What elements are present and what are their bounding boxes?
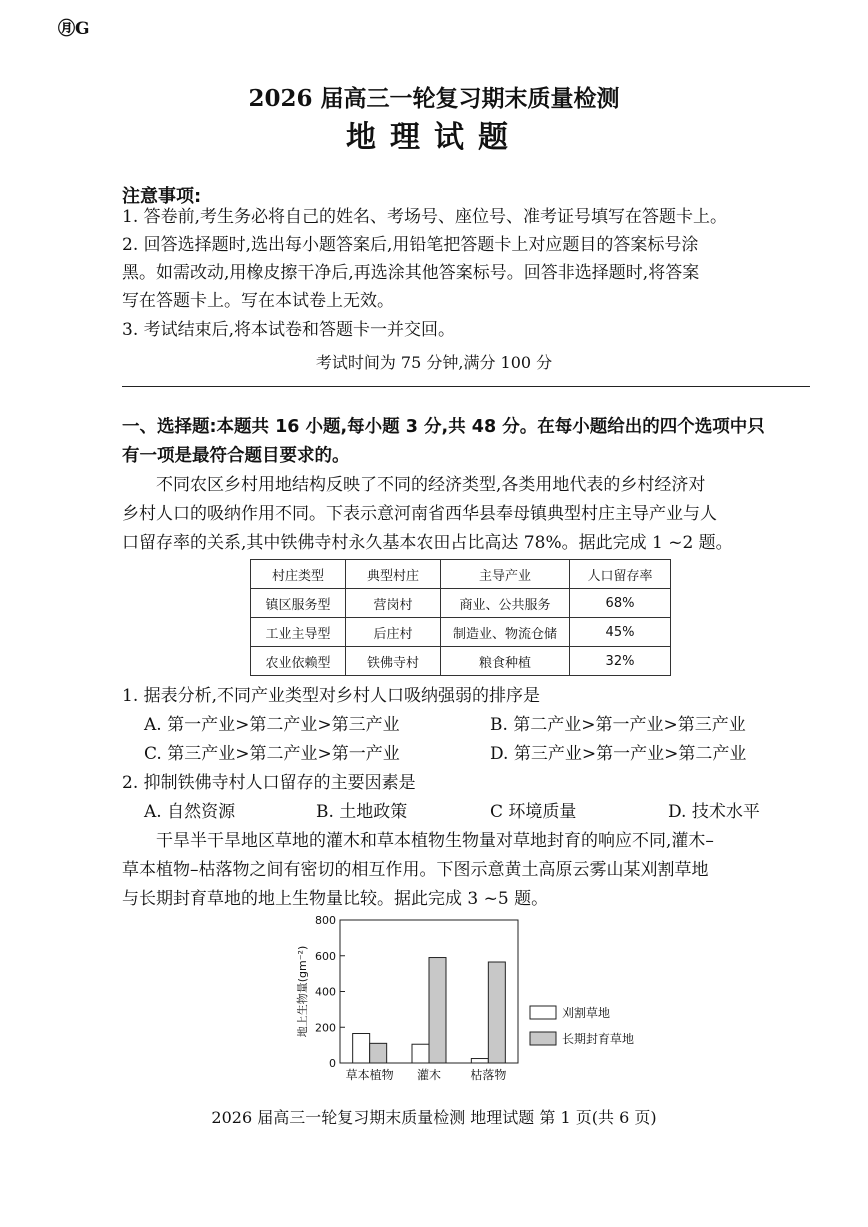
section-heading: 一、选择题:本题共 16 小题,每小题 3 分,共 48 分。在每小题给出的四个选项中只 bbox=[122, 417, 765, 437]
table-cell: 工业主导型 bbox=[251, 618, 346, 647]
bar bbox=[412, 1044, 429, 1063]
passage-line: 与长期封育草地的地上生物量比较。据此完成 3 ~5 题。 bbox=[122, 889, 549, 909]
bar bbox=[488, 962, 505, 1063]
q2-option-d: D. 技术水平 bbox=[668, 802, 760, 822]
table-cell: 农业依赖型 bbox=[251, 647, 346, 676]
notice-line: 2. 回答选择题时,选出每小题答案后,用铅笔把答题卡上对应题目的答案标号涂 bbox=[122, 235, 699, 255]
notice-line: 1. 答卷前,考生务必将自己的姓名、考场号、座位号、准考证号填写在答题卡上。 bbox=[122, 207, 728, 227]
table-cell: 制造业、物流仓储 bbox=[441, 618, 570, 647]
q1-option-b: B. 第二产业>第一产业>第三产业 bbox=[490, 715, 746, 735]
table-cell: 后庄村 bbox=[346, 618, 441, 647]
table-cell: 32% bbox=[570, 647, 671, 676]
y-tick-label: 600 bbox=[315, 949, 336, 963]
table-header: 村庄类型 bbox=[251, 560, 346, 589]
q1-option-d: D. 第三产业>第一产业>第二产业 bbox=[490, 744, 747, 764]
exam-title: 2026 届高三一轮复习期末质量检测 bbox=[248, 85, 620, 112]
table-header: 主导产业 bbox=[441, 560, 570, 589]
table-cell: 粮食种植 bbox=[441, 647, 570, 676]
bar bbox=[471, 1059, 488, 1063]
q1-option-a: A. 第一产业>第二产业>第三产业 bbox=[144, 715, 400, 735]
x-tick-label: 草本植物 bbox=[345, 1068, 394, 1082]
passage-line: 乡村人口的吸纳作用不同。下表示意河南省西华县奉母镇典型村庄主导产业与人 bbox=[122, 504, 717, 524]
passage-line: 口留存率的关系,其中铁佛寺村永久基本农田占比高达 78%。据此完成 1 ~2 题。 bbox=[122, 533, 733, 553]
legend-label: 长期封育草地 bbox=[562, 1032, 635, 1046]
legend-swatch bbox=[530, 1032, 556, 1045]
table-header-row bbox=[251, 560, 671, 589]
bar bbox=[370, 1043, 387, 1063]
y-axis-label: 地上生物量(gm⁻²) bbox=[296, 945, 309, 1038]
logo: ㊊G bbox=[58, 19, 90, 39]
table-cell: 营岗村 bbox=[346, 589, 441, 618]
y-tick-label: 0 bbox=[329, 1057, 336, 1070]
divider bbox=[122, 386, 810, 387]
exam-time: 考试时间为 75 分钟,满分 100 分 bbox=[315, 353, 553, 372]
notice-line: 写在答题卡上。写在本试卷上无效。 bbox=[122, 291, 394, 311]
q2-option-a: A. 自然资源 bbox=[144, 802, 236, 822]
table-header: 典型村庄 bbox=[346, 560, 441, 589]
q2-option-b: B. 土地政策 bbox=[316, 802, 408, 822]
table-row bbox=[251, 618, 671, 647]
table-cell: 商业、公共服务 bbox=[441, 589, 570, 618]
legend-swatch bbox=[530, 1006, 556, 1019]
table-cell: 68% bbox=[570, 589, 671, 618]
passage-line: 草本植物–枯落物之间有密切的相互作用。下图示意黄土高原云雾山某刈割草地 bbox=[122, 860, 709, 880]
table-header: 人口留存率 bbox=[570, 560, 671, 589]
page-footer: 2026 届高三一轮复习期末质量检测 地理试题 第 1 页(共 6 页) bbox=[211, 1108, 657, 1127]
table-row bbox=[251, 647, 671, 676]
notice-heading: 注意事项: bbox=[122, 186, 202, 207]
bar bbox=[353, 1034, 370, 1063]
passage-line: 不同农区乡村用地结构反映了不同的经济类型,各类用地代表的乡村经济对 bbox=[156, 475, 706, 495]
notice-line: 黑。如需改动,用橡皮擦干净后,再选涂其他答案标号。回答非选择题时,将答案 bbox=[122, 263, 700, 283]
table-cell: 45% bbox=[570, 618, 671, 647]
q1-option-c: C. 第三产业>第二产业>第一产业 bbox=[144, 744, 400, 764]
passage-line: 干旱半干旱地区草地的灌木和草本植物生物量对草地封育的响应不同,灌木– bbox=[156, 831, 714, 851]
y-tick-label: 800 bbox=[315, 914, 336, 927]
section-heading: 有一项是最符合题目要求的。 bbox=[122, 446, 350, 466]
legend-label: 刈割草地 bbox=[562, 1006, 611, 1020]
y-tick-label: 400 bbox=[315, 985, 336, 999]
village-table bbox=[250, 559, 671, 676]
notice-line: 3. 考试结束后,将本试卷和答题卡一并交回。 bbox=[122, 320, 456, 340]
question-1-stem: 1. 据表分析,不同产业类型对乡村人口吸纳强弱的排序是 bbox=[122, 686, 541, 706]
table-cell: 镇区服务型 bbox=[251, 589, 346, 618]
table-cell: 铁佛寺村 bbox=[346, 647, 441, 676]
biomass-bar-chart bbox=[280, 905, 660, 1085]
y-tick-label: 200 bbox=[315, 1021, 336, 1035]
table-row bbox=[251, 589, 671, 618]
x-tick-label: 枯落物 bbox=[470, 1068, 507, 1082]
q2-option-c: C 环境质量 bbox=[490, 802, 577, 822]
bar bbox=[429, 958, 446, 1063]
x-tick-label: 灌木 bbox=[416, 1068, 442, 1082]
question-2-stem: 2. 抑制铁佛寺村人口留存的主要因素是 bbox=[122, 773, 416, 793]
subject-title: 地理试题 bbox=[346, 120, 522, 155]
